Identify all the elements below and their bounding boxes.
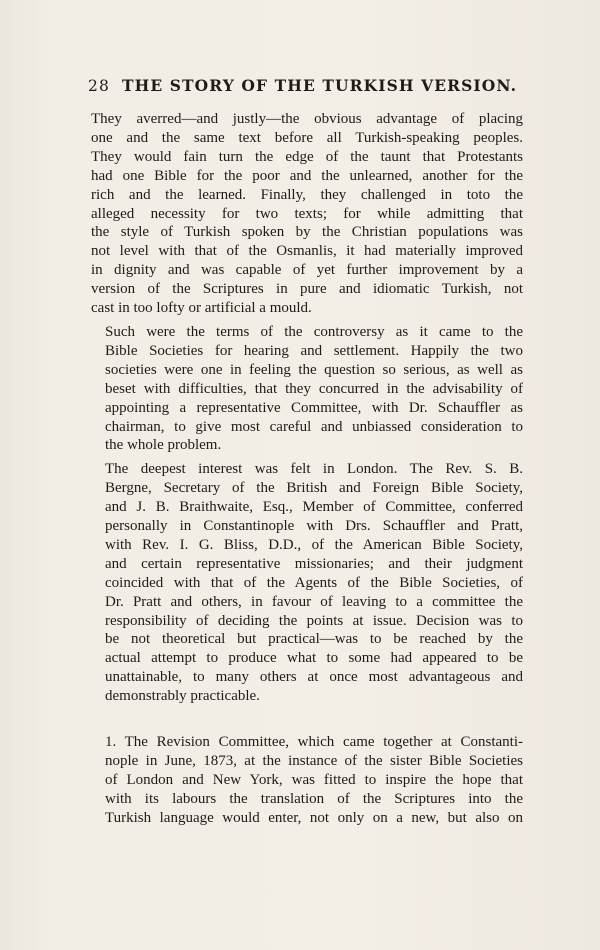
text-line: The deepest interest was felt in London. The Rev. S. B.	[105, 461, 523, 478]
text-line: had one Bible for the poor and the unlearned, another for the	[91, 167, 523, 184]
running-title: THE STORY OF THE TURKISH VERSION.	[121, 76, 518, 95]
text-line: 1. The Revision Committee, which came together at Constanti-	[105, 734, 523, 751]
page-number: 28	[88, 77, 110, 95]
paragraph-revision-committee	[91, 733, 523, 828]
text-line: demonstrably practicable.	[105, 688, 260, 705]
text-line: with its labours the translation of the Scriptures into the	[105, 790, 523, 807]
text-line: Bergne, Secretary of the British and Foreign Bible Society,	[105, 480, 523, 497]
text-line: the style of Turkish spoken by the Christian populations was	[91, 224, 523, 241]
text-line: nople in June, 1873, at the instance of the sister Bible Societies	[105, 753, 523, 769]
text-line: and J. B. Braithwaite, Esq., Member of Committee, conferred	[105, 499, 523, 516]
text-line: rich and the learned. Finally, they challenged in toto the	[91, 186, 523, 203]
text-line: They averred—and justly—the obvious advantage of placing	[91, 111, 523, 127]
text-line: Bible Societies for hearing and settlement. Happily the two	[105, 342, 523, 359]
running-header	[88, 76, 520, 98]
text-line: and certain representative missionaries; and their judgment	[105, 555, 523, 572]
text-line: cast in too lofty or artificial a mould.	[91, 300, 312, 317]
text-line: appointing a representative Committee, with Dr. Schauffler as	[105, 399, 523, 416]
text-line: not level with that of the Osmanlis, it had materially improved	[91, 243, 523, 260]
text-line: one and the same text before all Turkish-speaking peoples.	[91, 129, 523, 146]
text-line: unattainable, to many others at once most advantageous and	[105, 669, 523, 686]
text-line: with Rev. I. G. Bliss, D.D., of the American Bible Society,	[105, 536, 523, 553]
body-text	[91, 110, 523, 828]
text-line: responsibility of deciding the points at issue. Decision was to	[105, 612, 523, 629]
paragraph-london	[91, 460, 523, 706]
paragraph-controversy	[91, 323, 523, 455]
text-line: They would fain turn the edge of the taunt that Protestants	[91, 148, 523, 165]
text-line: actual attempt to produce what to some had appeared to be	[105, 650, 523, 667]
text-line: chairman, to give most careful and unbiassed consideration to	[105, 418, 523, 435]
text-line: coincided with that of the Agents of the Bible Societies, of	[105, 574, 523, 591]
text-line: Turkish language would enter, not only on a new, but also on	[105, 809, 523, 826]
text-line: in dignity and was capable of yet further improvement by a	[91, 262, 523, 279]
text-line: Dr. Pratt and others, in favour of leaving to a committee the	[105, 593, 523, 610]
text-line: personally in Constantinople with Drs. Schauffler and Pratt,	[105, 518, 523, 535]
text-line: Such were the terms of the controversy as it came to the	[105, 323, 523, 340]
text-line: of London and New York, was fitted to inspire the hope that	[105, 771, 523, 788]
text-line: beset with difficulties, that they concurred in the advisability of	[105, 380, 523, 397]
text-line: societies were one in feeling the question so serious, as well as	[105, 361, 523, 378]
text-line: the whole problem.	[105, 437, 222, 454]
text-line: be not theoretical but practical—was to be reached by the	[105, 631, 523, 648]
text-line: alleged necessity for two texts; for while admitting that	[91, 205, 523, 222]
text-line: version of the Scriptures in pure and idiomatic Turkish, not	[91, 281, 523, 298]
paragraph-averred	[91, 110, 523, 318]
